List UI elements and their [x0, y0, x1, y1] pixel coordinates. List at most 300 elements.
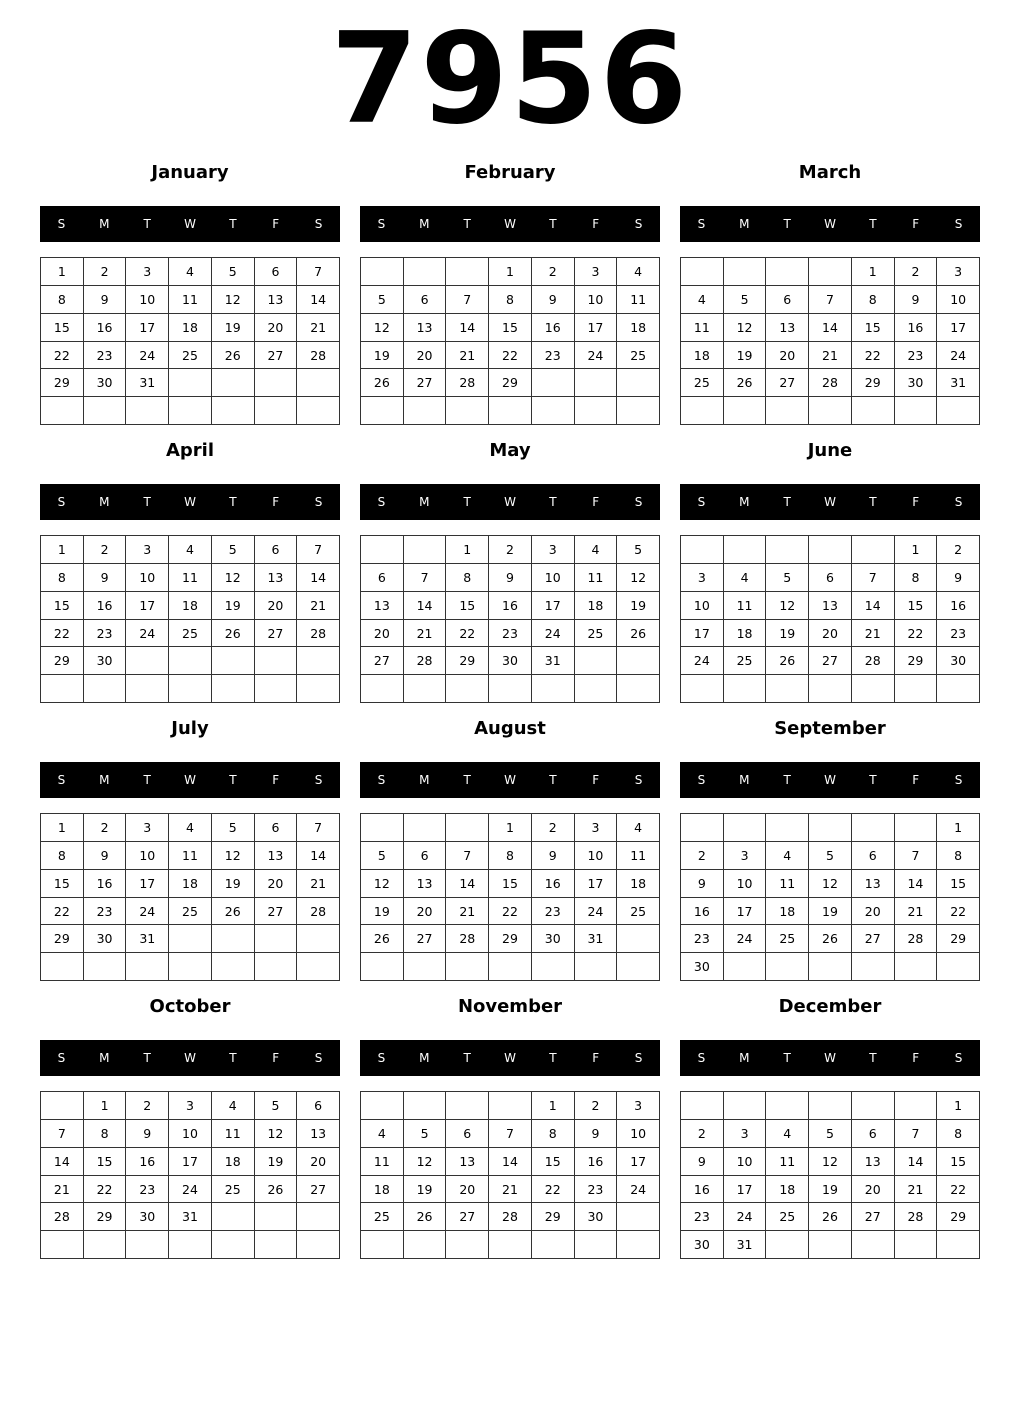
day-cell	[937, 1231, 980, 1259]
day-grid	[360, 813, 660, 981]
day-cell: 23	[84, 342, 127, 370]
day-cell	[895, 1092, 938, 1120]
weekday-label: T	[143, 773, 151, 787]
weekday-label: F	[912, 217, 920, 231]
day-cell: 19	[617, 592, 660, 620]
day-cell	[724, 814, 767, 842]
day-cell: 14	[446, 314, 489, 342]
day-cell: 25	[724, 647, 767, 675]
weekday-header	[40, 1040, 340, 1076]
day-cell: 30	[937, 647, 980, 675]
day-cell: 15	[937, 870, 980, 898]
day-cell	[255, 953, 298, 981]
weekday-label: S	[634, 495, 643, 509]
weekday-header	[40, 762, 340, 798]
day-cell: 28	[297, 620, 340, 648]
day-cell: 4	[169, 536, 212, 564]
day-cell: 7	[297, 814, 340, 842]
day-cell: 25	[617, 898, 660, 926]
day-cell	[937, 675, 980, 703]
day-cell	[297, 953, 340, 981]
weekday-label: T	[549, 217, 557, 231]
day-cell: 13	[404, 314, 447, 342]
weekday-label: F	[912, 495, 920, 509]
day-cell: 6	[361, 564, 404, 592]
day-cell: 31	[937, 369, 980, 397]
day-cell: 6	[852, 842, 895, 870]
day-cell: 15	[489, 314, 532, 342]
day-cell: 29	[937, 925, 980, 953]
day-cell: 24	[126, 898, 169, 926]
month-name: October	[149, 996, 231, 1017]
weekday-label: M	[99, 1051, 110, 1065]
day-cell: 24	[126, 342, 169, 370]
day-cell: 13	[766, 314, 809, 342]
day-cell: 27	[404, 369, 447, 397]
weekday-label: F	[272, 217, 280, 231]
day-cell: 23	[84, 620, 127, 648]
day-cell	[297, 675, 340, 703]
day-cell: 14	[297, 842, 340, 870]
day-cell: 27	[255, 342, 298, 370]
weekday-label: S	[314, 1051, 323, 1065]
day-cell: 9	[84, 286, 127, 314]
day-cell: 8	[532, 1120, 575, 1148]
day-cell: 1	[489, 814, 532, 842]
day-cell: 4	[575, 536, 618, 564]
day-cell	[489, 1231, 532, 1259]
day-cell: 13	[809, 592, 852, 620]
day-cell: 3	[724, 1120, 767, 1148]
day-cell: 21	[41, 1176, 84, 1204]
weekday-label: T	[463, 495, 471, 509]
day-cell: 13	[255, 286, 298, 314]
day-cell	[297, 1231, 340, 1259]
day-cell: 24	[681, 647, 724, 675]
day-cell: 22	[937, 898, 980, 926]
day-cell: 31	[532, 647, 575, 675]
weekday-label: W	[824, 495, 836, 509]
day-cell: 15	[41, 870, 84, 898]
weekday-label: T	[869, 495, 877, 509]
day-cell: 31	[575, 925, 618, 953]
day-cell: 19	[404, 1176, 447, 1204]
day-cell: 27	[446, 1203, 489, 1231]
day-cell	[766, 258, 809, 286]
day-cell: 12	[255, 1120, 298, 1148]
weekday-label: M	[739, 1051, 750, 1065]
day-cell: 8	[937, 1120, 980, 1148]
day-cell: 24	[126, 620, 169, 648]
day-cell: 9	[575, 1120, 618, 1148]
day-cell: 12	[617, 564, 660, 592]
day-cell	[169, 953, 212, 981]
weekday-header	[680, 206, 980, 242]
weekday-label: S	[314, 217, 323, 231]
day-cell: 16	[489, 592, 532, 620]
day-cell: 3	[681, 564, 724, 592]
day-cell: 17	[575, 314, 618, 342]
day-cell	[532, 953, 575, 981]
weekday-label: S	[57, 495, 66, 509]
day-cell: 2	[84, 258, 127, 286]
day-cell: 20	[361, 620, 404, 648]
day-cell: 5	[766, 564, 809, 592]
day-cell: 20	[446, 1176, 489, 1204]
weekday-label: M	[419, 1051, 430, 1065]
weekday-header	[680, 484, 980, 520]
day-cell: 31	[126, 369, 169, 397]
day-cell: 10	[724, 870, 767, 898]
weekday-label: W	[504, 773, 516, 787]
day-cell: 4	[212, 1092, 255, 1120]
day-cell: 7	[895, 842, 938, 870]
day-cell: 14	[446, 870, 489, 898]
day-cell: 7	[809, 286, 852, 314]
weekday-label: T	[869, 773, 877, 787]
day-cell: 10	[617, 1120, 660, 1148]
day-cell	[361, 1092, 404, 1120]
year-title: 7956	[330, 5, 690, 152]
day-cell: 5	[617, 536, 660, 564]
day-cell: 25	[169, 898, 212, 926]
day-cell: 17	[724, 1176, 767, 1204]
day-cell: 1	[895, 536, 938, 564]
weekday-label: S	[57, 1051, 66, 1065]
day-cell: 11	[212, 1120, 255, 1148]
day-cell: 19	[212, 870, 255, 898]
day-cell: 14	[297, 564, 340, 592]
day-cell: 8	[489, 842, 532, 870]
day-cell: 15	[489, 870, 532, 898]
weekday-label: M	[419, 773, 430, 787]
day-cell	[212, 397, 255, 425]
day-cell: 24	[532, 620, 575, 648]
day-cell	[681, 258, 724, 286]
day-cell: 26	[724, 369, 767, 397]
day-cell	[895, 1231, 938, 1259]
day-cell	[404, 258, 447, 286]
day-cell	[937, 953, 980, 981]
weekday-label: S	[634, 1051, 643, 1065]
day-cell: 12	[361, 870, 404, 898]
day-cell	[446, 258, 489, 286]
weekday-label: W	[184, 1051, 196, 1065]
day-cell	[681, 675, 724, 703]
day-cell	[255, 397, 298, 425]
day-cell: 10	[681, 592, 724, 620]
day-cell: 24	[575, 342, 618, 370]
weekday-header	[360, 762, 660, 798]
day-cell: 3	[617, 1092, 660, 1120]
weekday-label: W	[184, 495, 196, 509]
day-cell: 2	[532, 814, 575, 842]
day-cell	[212, 647, 255, 675]
day-cell	[489, 953, 532, 981]
day-cell: 23	[84, 898, 127, 926]
day-cell: 17	[126, 314, 169, 342]
day-cell: 1	[937, 1092, 980, 1120]
weekday-label: T	[143, 1051, 151, 1065]
day-cell: 9	[681, 1148, 724, 1176]
month-name: July	[171, 718, 209, 739]
day-cell: 1	[852, 258, 895, 286]
day-cell: 23	[126, 1176, 169, 1204]
day-cell: 21	[809, 342, 852, 370]
day-cell: 28	[404, 647, 447, 675]
day-cell: 21	[446, 898, 489, 926]
weekday-label: S	[377, 495, 386, 509]
day-cell	[212, 1203, 255, 1231]
day-cell: 23	[681, 925, 724, 953]
day-cell: 19	[724, 342, 767, 370]
day-cell: 26	[809, 925, 852, 953]
day-cell: 27	[809, 647, 852, 675]
day-cell: 8	[489, 286, 532, 314]
weekday-label: W	[184, 773, 196, 787]
day-cell: 13	[255, 564, 298, 592]
weekday-label: S	[697, 1051, 706, 1065]
day-cell: 28	[809, 369, 852, 397]
day-cell	[446, 953, 489, 981]
day-cell	[446, 397, 489, 425]
day-cell	[766, 675, 809, 703]
day-cell	[766, 1231, 809, 1259]
day-cell	[84, 675, 127, 703]
day-cell	[575, 397, 618, 425]
day-cell: 20	[297, 1148, 340, 1176]
day-cell: 29	[489, 925, 532, 953]
day-cell: 22	[895, 620, 938, 648]
day-cell	[617, 1231, 660, 1259]
weekday-label: W	[504, 217, 516, 231]
day-cell: 25	[681, 369, 724, 397]
day-cell: 23	[681, 1203, 724, 1231]
day-cell: 30	[489, 647, 532, 675]
day-cell	[404, 1092, 447, 1120]
day-cell	[852, 1231, 895, 1259]
day-cell: 21	[489, 1176, 532, 1204]
day-cell: 1	[41, 536, 84, 564]
day-cell: 5	[361, 842, 404, 870]
day-cell: 28	[895, 925, 938, 953]
day-cell	[809, 258, 852, 286]
day-cell: 17	[937, 314, 980, 342]
day-cell: 28	[297, 898, 340, 926]
day-cell: 1	[937, 814, 980, 842]
month-name: June	[807, 440, 853, 461]
weekday-label: S	[57, 217, 66, 231]
day-cell: 21	[297, 314, 340, 342]
day-cell: 11	[766, 870, 809, 898]
day-cell	[255, 675, 298, 703]
day-cell: 19	[361, 898, 404, 926]
day-cell: 4	[617, 258, 660, 286]
day-grid	[40, 257, 340, 425]
day-cell: 2	[681, 842, 724, 870]
day-cell	[809, 675, 852, 703]
weekday-label: S	[634, 773, 643, 787]
day-cell	[361, 397, 404, 425]
day-cell: 29	[895, 647, 938, 675]
weekday-label: M	[739, 217, 750, 231]
day-cell	[724, 258, 767, 286]
weekday-label: T	[143, 217, 151, 231]
weekday-label: W	[504, 1051, 516, 1065]
day-cell: 5	[361, 286, 404, 314]
day-cell: 27	[297, 1176, 340, 1204]
day-cell: 26	[361, 369, 404, 397]
day-cell: 7	[404, 564, 447, 592]
day-cell: 12	[212, 286, 255, 314]
day-cell: 10	[126, 564, 169, 592]
day-cell: 23	[937, 620, 980, 648]
day-cell: 7	[297, 536, 340, 564]
day-cell: 29	[852, 369, 895, 397]
day-cell: 26	[766, 647, 809, 675]
weekday-label: T	[869, 1051, 877, 1065]
day-cell: 12	[212, 842, 255, 870]
day-cell: 28	[446, 369, 489, 397]
day-cell: 9	[937, 564, 980, 592]
day-cell: 26	[361, 925, 404, 953]
day-cell: 27	[852, 925, 895, 953]
day-cell	[446, 814, 489, 842]
day-cell: 19	[766, 620, 809, 648]
month-name: December	[778, 996, 882, 1017]
day-cell: 1	[84, 1092, 127, 1120]
day-cell: 11	[766, 1148, 809, 1176]
day-cell: 2	[895, 258, 938, 286]
day-cell: 23	[532, 342, 575, 370]
day-cell: 20	[404, 342, 447, 370]
weekday-label: F	[912, 1051, 920, 1065]
day-cell: 20	[404, 898, 447, 926]
day-cell: 19	[809, 898, 852, 926]
day-cell: 11	[617, 842, 660, 870]
weekday-label: T	[549, 1051, 557, 1065]
day-cell: 14	[852, 592, 895, 620]
day-cell: 9	[895, 286, 938, 314]
day-cell	[617, 953, 660, 981]
day-cell: 10	[575, 842, 618, 870]
day-cell: 20	[255, 314, 298, 342]
day-cell	[169, 925, 212, 953]
day-cell	[766, 536, 809, 564]
day-cell: 3	[575, 814, 618, 842]
day-cell: 12	[361, 314, 404, 342]
month-name: September	[774, 718, 886, 739]
day-cell: 19	[809, 1176, 852, 1204]
day-cell: 25	[169, 620, 212, 648]
day-cell: 18	[575, 592, 618, 620]
day-cell	[404, 397, 447, 425]
day-cell: 3	[126, 258, 169, 286]
weekday-header	[360, 484, 660, 520]
day-cell: 4	[361, 1120, 404, 1148]
day-cell	[41, 953, 84, 981]
weekday-label: S	[954, 495, 963, 509]
day-cell: 14	[41, 1148, 84, 1176]
day-cell: 2	[681, 1120, 724, 1148]
day-cell: 4	[169, 814, 212, 842]
day-cell: 2	[532, 258, 575, 286]
day-cell: 1	[446, 536, 489, 564]
day-cell	[575, 647, 618, 675]
weekday-label: T	[783, 495, 791, 509]
day-cell: 21	[446, 342, 489, 370]
day-cell: 16	[84, 870, 127, 898]
day-cell: 31	[126, 925, 169, 953]
day-cell: 15	[41, 592, 84, 620]
day-cell	[41, 1231, 84, 1259]
day-cell	[617, 675, 660, 703]
weekday-label: W	[824, 1051, 836, 1065]
day-cell: 2	[489, 536, 532, 564]
day-cell: 22	[532, 1176, 575, 1204]
day-cell: 5	[212, 814, 255, 842]
day-cell: 13	[404, 870, 447, 898]
day-cell: 23	[895, 342, 938, 370]
day-cell: 8	[41, 286, 84, 314]
day-cell: 4	[724, 564, 767, 592]
day-cell	[852, 675, 895, 703]
day-cell	[169, 675, 212, 703]
day-cell: 29	[937, 1203, 980, 1231]
day-cell: 21	[895, 898, 938, 926]
weekday-header	[40, 484, 340, 520]
day-cell: 30	[681, 953, 724, 981]
weekday-header	[360, 1040, 660, 1076]
weekday-label: S	[954, 217, 963, 231]
weekday-label: M	[99, 495, 110, 509]
day-cell: 25	[617, 342, 660, 370]
day-cell: 21	[852, 620, 895, 648]
day-cell: 20	[255, 592, 298, 620]
day-cell: 18	[681, 342, 724, 370]
day-cell: 27	[852, 1203, 895, 1231]
weekday-label: F	[272, 773, 280, 787]
day-cell	[212, 953, 255, 981]
day-cell	[575, 369, 618, 397]
day-cell	[681, 397, 724, 425]
day-cell: 10	[169, 1120, 212, 1148]
weekday-label: T	[229, 1051, 237, 1065]
day-cell: 6	[255, 258, 298, 286]
day-cell: 24	[937, 342, 980, 370]
day-cell	[895, 814, 938, 842]
day-cell: 28	[489, 1203, 532, 1231]
day-cell: 15	[84, 1148, 127, 1176]
day-cell: 7	[297, 258, 340, 286]
day-cell: 25	[766, 925, 809, 953]
day-cell: 6	[404, 286, 447, 314]
day-cell: 11	[575, 564, 618, 592]
day-cell: 2	[84, 536, 127, 564]
day-cell: 29	[84, 1203, 127, 1231]
day-cell	[446, 1092, 489, 1120]
day-cell: 10	[532, 564, 575, 592]
day-cell: 2	[937, 536, 980, 564]
day-cell: 5	[212, 536, 255, 564]
day-cell: 12	[809, 870, 852, 898]
day-cell: 5	[255, 1092, 298, 1120]
day-cell: 8	[852, 286, 895, 314]
day-cell: 5	[212, 258, 255, 286]
day-cell: 30	[681, 1231, 724, 1259]
day-cell: 13	[255, 842, 298, 870]
day-cell	[169, 647, 212, 675]
